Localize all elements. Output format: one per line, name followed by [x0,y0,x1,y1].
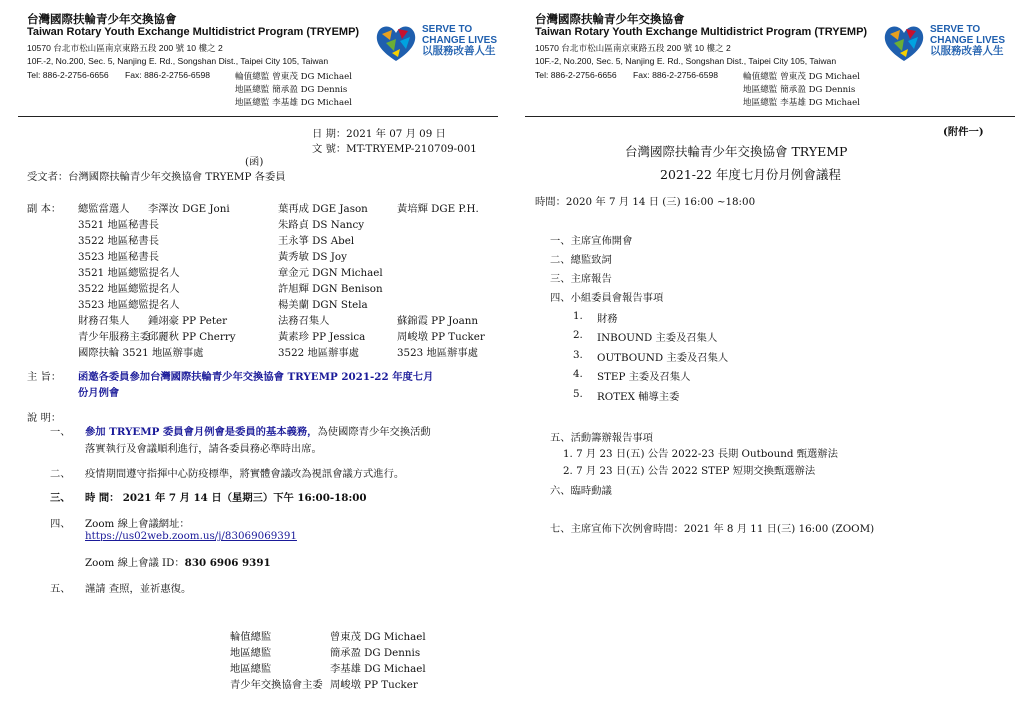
sub-item-number: 5. [573,388,583,400]
cc-entry: 法務召集人 [278,315,330,327]
rotary-logo-icon [372,21,420,63]
agenda-title: 台灣國際扶輪青少年交換協會 TRYEMP [625,144,848,159]
item-number: 三、 [50,492,71,504]
item-text: 參加 TRYEMP 委員會月例會是委員的基本義務，為使國際青少年交換活動 [85,426,431,438]
fax: Fax: 886-2-2756-6598 [633,70,719,80]
item-text: 疫情期間遵守指揮中心防疫標準，將實體會議改為視訊會議方式進行。 [85,468,405,480]
cc-entry: 財務召集人 [78,315,130,327]
address-zh: 10570 台北市松山區南京東路五段 200 號 10 樓之 2 [535,43,731,53]
closing-role: 地區總監 [230,663,272,675]
org-name-zh: 台灣國際扶輪青少年交換協會 [27,12,177,26]
cc-entry: 李澤汝 DGE Joni [148,203,230,215]
item-number: 四、 [50,518,71,530]
agenda-item: 四、小組委員會報告事項 [550,292,664,304]
meeting-time: 時 間： 2021 年 7 月 14 日（星期三）下午 16:00-18:00 [85,492,367,504]
cc-entry: 鍾翊豪 PP Peter [148,315,228,327]
header-divider [18,116,498,117]
header-signatory: 地區總監 李基雄 DG Michael [235,98,352,108]
cc-entry: 葉再成 DGE Jason [278,203,368,215]
header-divider [525,116,1015,117]
agenda-item: 一、主席宣佈開會 [550,235,633,247]
cc-entry: 王永箏 DS Abel [278,235,355,247]
phone: Tel: 886-2-2756-6656 [535,70,617,80]
header-signatory: 輪值總監 曾東茂 DG Michael [235,72,352,82]
cc-entry: 蘇錦霞 PP Joann [397,315,479,327]
letter-date: 日 期：2021 年 07 月 09 日 [312,128,446,140]
rotary-logo-icon [880,21,928,63]
org-name-zh: 台灣國際扶輪青少年交換協會 [535,12,685,26]
cc-label: 副 本： [27,203,62,215]
closing-name: 周峻墩 PP Tucker [330,679,418,691]
address-zh: 10570 台北市松山區南京東路五段 200 號 10 樓之 2 [27,43,223,53]
cc-entry: 許旭輝 DGN Benison [278,283,383,295]
document-number: 文 號：MT-TRYEMP-210709-001 [312,143,477,155]
cc-entry: 周峻墩 PP Tucker [397,331,485,343]
closing-name: 曾東茂 DG Michael [330,631,426,643]
recipient: 受文者：台灣國際扶輪青少年交換協會 TRYEMP 各委員 [27,171,286,183]
cc-entry: 3522 地區秘書長 [78,235,159,247]
cc-entry: 黃培輝 DGE P.H. [397,203,479,215]
address-en: 10F.-2, No.200, Sec. 5, Nanjing E. Rd., Songshan Dist., Taipei City 105, Taiwan [535,56,837,66]
sub-item-number: 2. [573,329,583,341]
sub-item-number: 3. [573,349,583,361]
description-label: 說 明： [27,412,62,424]
cc-entry: 3523 地區總監提名人 [78,299,180,311]
cc-entry: 楊美蘭 DGN Stela [278,299,368,311]
sub-item-text: STEP 主委及召集人 [597,371,691,383]
cc-entry: 國際扶輪 3521 地區辦事處 [78,347,204,359]
agenda-time: 時間：2020 年 7 月 14 日 (三) 16:00 ~18:00 [535,196,756,208]
header-signatory: 地區總監 李基雄 DG Michael [743,98,860,108]
logo-text: SERVE TO CHANGE LIVES 以服務改善人生 [422,24,498,57]
cc-entry: 3523 地區辦事處 [397,347,478,359]
sub-item-number: 1. [573,310,583,322]
agenda-subtitle: 2021-22 年度七月份月例會議程 [660,167,841,182]
org-name-en: Taiwan Rotary Youth Exchange Multidistrict Program (TRYEMP) [535,26,868,38]
header-signatory: 輪值總監 曾東茂 DG Michael [743,72,860,82]
cc-entry: 3521 地區總監提名人 [78,267,180,279]
cc-entry: 邱麗秋 PP Cherry [148,331,236,343]
org-name-en: Taiwan Rotary Youth Exchange Multidistrict Program (TRYEMP) [27,26,360,38]
cc-entry: 青少年服務主委 [78,331,151,343]
cc-entry: 總監當選人 [78,203,130,215]
sub-item-text: INBOUND 主委及召集人 [597,332,718,344]
fax: Fax: 886-2-2756-6598 [125,70,211,80]
cc-entry: 黃秀敏 DS Joy [278,251,347,263]
cc-entry: 3522 地區總監提名人 [78,283,180,295]
cc-entry: 3521 地區秘書長 [78,219,159,231]
agenda-item: 七、主席宣佈下次例會時間：2021 年 8 月 11 日(三) 16:00 (ZOOM) [550,523,875,535]
subject-label: 主 旨： [27,371,62,383]
closing-name: 簡承盈 DG Dennis [330,647,421,659]
sub-item-number: 4. [573,368,583,380]
closing-name: 李基雄 DG Michael [330,663,426,675]
closing-role: 輪值總監 [230,631,272,643]
item-number: 二、 [50,468,71,480]
agenda-item: 五、活動籌辦報告事項 [550,432,653,444]
logo-text: SERVE TO CHANGE LIVES 以服務改善人生 [930,24,1006,57]
address-en: 10F.-2, No.200, Sec. 5, Nanjing E. Rd., Songshan Dist., Taipei City 105, Taiwan [27,56,329,66]
letter-type: (函) [245,156,264,168]
closing-role: 地區總監 [230,647,272,659]
agenda-item: 三、主席報告 [550,273,612,285]
item-text: 落實執行及會議順利進行，請各委員務必準時出席。 [85,443,322,455]
cc-entry: 朱路貞 DS Nancy [278,219,365,231]
attachment-label: (附件一) [943,126,984,138]
item-text: 謹請 查照，並祈惠復。 [85,583,192,595]
cc-entry: 3522 地區辦事處 [278,347,359,359]
cc-entry: 3523 地區秘書長 [78,251,159,263]
subject-line: 份月例會 [78,387,120,399]
zoom-link[interactable]: https://us02web.zoom.us/j/83069069391 [85,530,297,542]
sub-item-text: 1. 7 月 23 日(五) 公告 2022-23 長期 Outbound 甄選辦法 [563,448,838,460]
sub-item-text: OUTBOUND 主委及召集人 [597,352,729,364]
subject-line: 函邀各委員參加台灣國際扶輪青少年交換協會 TRYEMP 2021-22 年度七月 [78,371,434,383]
zoom-id: Zoom 線上會議 ID：830 6906 9391 [85,557,271,569]
cc-entry: 黃素珍 PP Jessica [278,331,366,343]
item-number: 一、 [50,426,71,438]
sub-item-text: 2. 7 月 23 日(五) 公告 2022 STEP 短期交換甄選辦法 [563,465,816,477]
closing-role: 青少年交換協會主委 [230,679,323,691]
agenda-item: 二、總監致詞 [550,254,612,266]
cc-entry: 章金元 DGN Michael [278,267,383,279]
zoom-label: Zoom 線上會議網址： [85,518,190,530]
header-signatory: 地區總監 簡承盈 DG Dennis [235,85,348,95]
item-number: 五、 [50,583,71,595]
sub-item-text: ROTEX 輔導主委 [597,391,680,403]
sub-item-text: 財務 [597,313,618,325]
header-signatory: 地區總監 簡承盈 DG Dennis [743,85,856,95]
agenda-item: 六、臨時動議 [550,485,612,497]
agenda-page [515,0,1030,709]
phone: Tel: 886-2-2756-6656 [27,70,109,80]
